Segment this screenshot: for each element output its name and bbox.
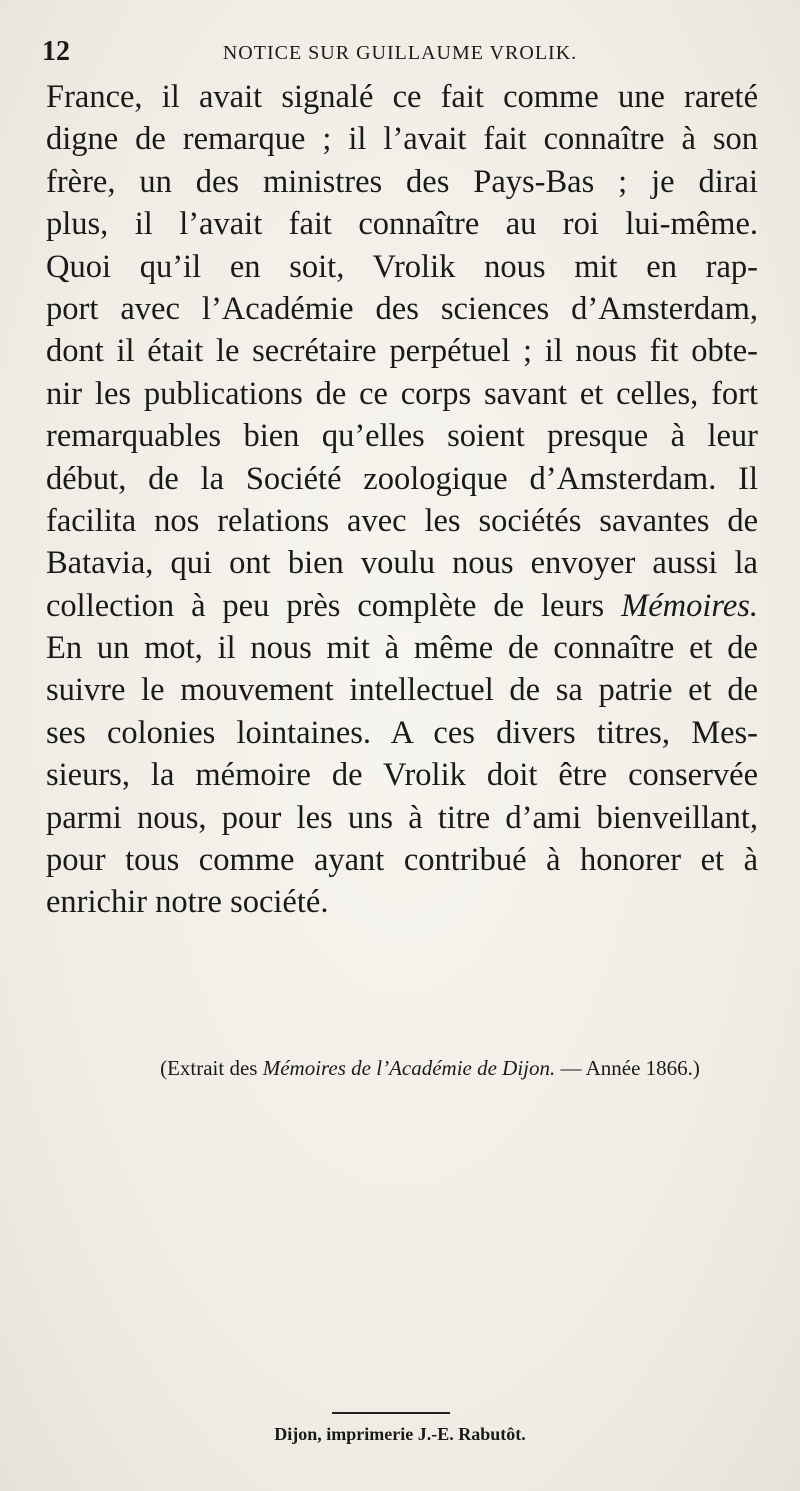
- text-line-last: enrichir notre société.: [46, 884, 329, 921]
- text-line: remarquables bien qu’elles soient presque à leur: [46, 418, 758, 455]
- page-header: [42, 36, 758, 76]
- text-line: France, il avait signalé ce fait comme une rareté: [46, 79, 758, 115]
- text-line: Quoi qu’il en soit, Vrolik nous mit en rap-: [46, 248, 758, 285]
- text-line: frère, un des ministres des Pays-Bas ; je dirai: [46, 163, 758, 200]
- text-line: port avec l’Académie des sciences d’Amsterdam,: [46, 290, 758, 327]
- text-line: sieurs, la mémoire de Vrolik doit être conservée: [46, 757, 758, 794]
- printer-imprint: Dijon, imprimerie J.-E. Rabutôt.: [274, 1424, 526, 1444]
- text-line: En un mot, il nous mit à même de connaître et de: [46, 630, 758, 667]
- footer-rule: [332, 1412, 450, 1414]
- text-line: nir les publications de ce corps savant et celles, fort: [46, 375, 758, 412]
- text-line-prefix: collection à peu près complète de leurs: [46, 587, 605, 624]
- citation-open: (Extrait des: [160, 1056, 258, 1080]
- memoires-title: Mémoires.: [621, 587, 758, 624]
- text-line: début, de la Société zoologique d’Amsterdam. Il: [46, 460, 758, 497]
- text-line: pour tous comme ayant contribué à honorer et à: [46, 842, 758, 879]
- text-line: facilita nos relations avec les sociétés savantes de: [46, 502, 758, 539]
- source-citation: [120, 1056, 740, 1081]
- text-line: suivre le mouvement intellectuel de sa patrie et de: [46, 672, 758, 709]
- page-number: 12: [42, 36, 70, 67]
- text-line: Batavia, qui ont bien voulu nous envoyer aussi la: [46, 545, 758, 582]
- text-line: ses colonies lointaines. A ces divers titres, Mes-: [46, 714, 758, 751]
- citation-year: — Année 1866.): [560, 1056, 700, 1080]
- running-head: NOTICE SUR GUILLAUME VROLIK.: [222, 42, 578, 64]
- citation-journal: Mémoires de l’Académie de Dijon.: [262, 1056, 556, 1080]
- body-paragraph: [46, 76, 758, 924]
- text-line: parmi nous, pour les uns à titre d’ami bienveillant,: [46, 799, 758, 836]
- text-line-with-title: [46, 585, 758, 627]
- text-line: digne de remarque ; il l’avait fait connaître à son: [46, 121, 758, 158]
- text-line: plus, il l’avait fait connaître au roi lui-même.: [46, 206, 758, 243]
- text-line: dont il était le secrétaire perpétuel ; il nous fit obte-: [46, 333, 758, 370]
